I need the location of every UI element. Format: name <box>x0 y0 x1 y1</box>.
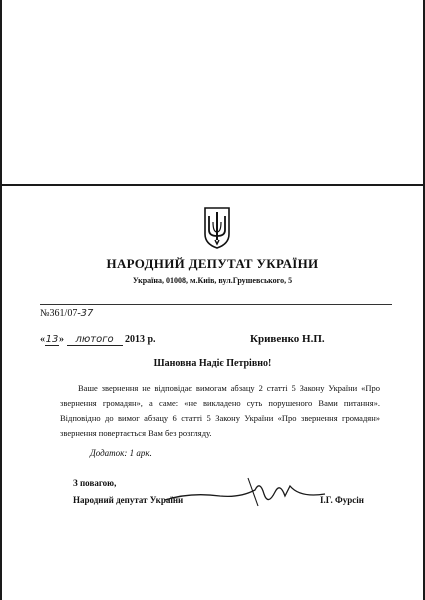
closing-regards: З повагою, <box>73 478 117 488</box>
registration-prefix: №361/07- <box>40 308 81 319</box>
date-close-quote: » <box>59 334 64 345</box>
recipient-name: Кривенко Н.П. <box>250 333 325 345</box>
date-day: 13 <box>45 334 59 345</box>
letterhead-divider <box>40 304 392 305</box>
handwritten-signature <box>160 472 330 512</box>
date-open-quote: « <box>40 334 45 345</box>
letter-page <box>0 186 425 600</box>
letterhead-address: Україна, 01008, м.Київ, вул.Грушевського, 5 <box>132 276 293 285</box>
trident-coat-of-arms-icon <box>203 206 231 250</box>
registration-number <box>40 308 93 319</box>
letter-date <box>40 334 156 346</box>
registration-suffix: 37 <box>80 308 94 319</box>
date-year: 2013 р. <box>125 334 156 345</box>
letterhead-title: НАРОДНИЙ ДЕПУТАТ УКРАЇНИ <box>106 256 319 271</box>
greeting: Шановна Надіє Петрівно! <box>153 358 272 369</box>
attachment-note: Додаток: 1 арк. <box>90 448 152 458</box>
signer-name: І.Г. Фурсін <box>320 495 364 505</box>
signer-title: Народний депутат України <box>73 495 184 505</box>
letter-body: Ваше звернення не відповідає вимогам абзацу 2 статті 5 Закону України «Про звернення громадян», а саме: «не викладено суть порушеного Вами питання». Відповідно до вимог абзацу 6 статті 5 Закону України «Про звернення громадян» звернення повертається Вам без розгляду. <box>60 383 380 438</box>
date-month: лютого <box>67 334 123 346</box>
